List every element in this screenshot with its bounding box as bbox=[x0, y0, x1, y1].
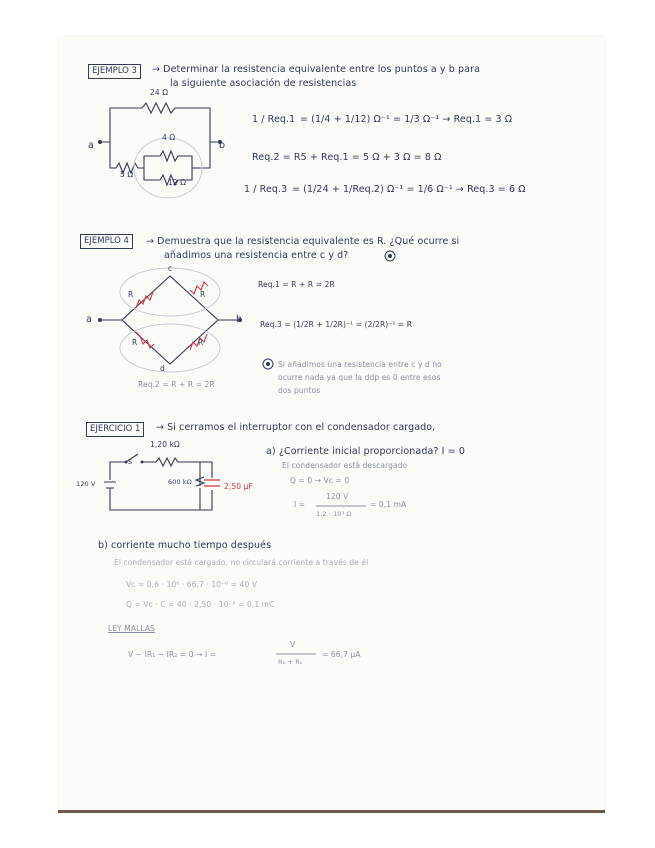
ejercicio1-r1-label: 1,20 kΩ bbox=[150, 440, 180, 449]
question-b-line2: Vc = 0,6 · 10⁶ · 66,7 · 10⁻⁶ = 40 V bbox=[126, 580, 258, 589]
question-a-result: = 0,1 mA bbox=[370, 500, 407, 509]
question-b-title: b) corriente mucho tiempo después bbox=[98, 540, 272, 551]
ejercicio1-voltage-label: 120 V bbox=[76, 480, 96, 488]
ejemplo4-r-label: R bbox=[128, 290, 134, 299]
ejemplo4-note-line1: Si añadimos una resistencia entre c y d no bbox=[278, 360, 442, 369]
question-a-line1: El condensador está descargado bbox=[282, 461, 408, 470]
ejemplo4-eq3: Req.3 = (1/2R + 1/2R)⁻¹ = (2/2R)⁻¹ = R bbox=[260, 320, 413, 329]
ejemplo4-eq2: Req.2 = R + R = 2R bbox=[138, 380, 215, 389]
fraction-bar bbox=[276, 653, 316, 655]
ejemplo4-r-label: R bbox=[132, 338, 138, 347]
ejercicio1-label: EJERCICIO 1 bbox=[86, 422, 144, 437]
ejemplo3-node-b: b bbox=[219, 140, 226, 151]
ejemplo4-node-b: b bbox=[236, 314, 243, 325]
fraction-bar bbox=[316, 505, 366, 507]
question-a-title: a) ¿Corriente inicial proporcionada? I = 0 bbox=[266, 446, 465, 457]
circled-dot-icon bbox=[262, 358, 274, 370]
mallas-numerator: V bbox=[290, 640, 296, 649]
mallas-equation: V − IR₁ − IR₂ = 0 → I = bbox=[128, 650, 217, 659]
ejercicio1-statement: → Si cerramos el interruptor con el condensador cargado, bbox=[156, 422, 436, 433]
ejemplo4-statement-line2: añadimos una resistencia entre c y d? bbox=[164, 250, 349, 261]
ejemplo3-eq1-left: 1 / Req.1 bbox=[252, 114, 296, 125]
ejemplo4-statement-line1: → Demuestra que la resistencia equivalente es R. ¿Qué ocurre si bbox=[146, 236, 460, 247]
question-a-line2: Q = 0 → Vc = 0 bbox=[290, 476, 350, 485]
circled-dot-icon bbox=[384, 250, 396, 262]
ejemplo3-eq1-right: = (1/4 + 1/12) Ω⁻¹ = 1/3 Ω⁻¹ → Req.1 = 3 Ω bbox=[300, 114, 513, 125]
ejemplo4-label: EJEMPLO 4 bbox=[80, 234, 133, 249]
ejemplo3-r5-label: 5 Ω bbox=[120, 170, 134, 179]
ejemplo3-eq3-right: = (1/24 + 1/Req.2) Ω⁻¹ = 1/6 Ω⁻¹ → Req.3 = 6 Ω bbox=[292, 184, 526, 195]
ejemplo3-statement-line1: → Determinar la resistencia equivalente entre los puntos a y b para bbox=[152, 64, 481, 75]
ejemplo4-note-line3: dos puntos bbox=[278, 386, 321, 395]
ejemplo4-note-line2: ocurre nada ya que la ddp es 0 entre esos bbox=[278, 373, 441, 382]
ejemplo3-circuit bbox=[82, 90, 232, 200]
ejemplo3-r4-label: 4 Ω bbox=[162, 133, 176, 142]
ejemplo3-node-a: a bbox=[88, 140, 94, 151]
ejemplo4-eq1: Req.1 = R + R = 2R bbox=[258, 280, 335, 289]
question-b-line1: El condensador está cargado, no circulará corriente a través de él bbox=[114, 558, 369, 567]
ejemplo4-node-c: c bbox=[168, 264, 173, 273]
ejemplo4-bridge-circuit bbox=[92, 266, 252, 376]
ejemplo4-r-label: R bbox=[200, 290, 206, 299]
ejemplo3-eq2: Req.2 = R5 + Req.1 = 5 Ω + 3 Ω = 8 Ω bbox=[252, 152, 442, 163]
ejemplo4-r-label: R bbox=[198, 338, 204, 347]
ejemplo4-node-d: d bbox=[160, 364, 165, 373]
question-a-denominator: 1,2 · 10³ Ω bbox=[316, 510, 352, 518]
ejemplo3-r12-label: 12 Ω bbox=[168, 178, 187, 187]
ejercicio1-r2-label: 600 kΩ bbox=[168, 478, 192, 486]
question-b-line3: Q = Vc · C = 40 · 2,50 · 10⁻⁶ = 0,1 mC bbox=[126, 600, 275, 609]
ejemplo3-r24-label: 24 Ω bbox=[150, 88, 169, 97]
question-a-i-label: I = bbox=[294, 500, 306, 509]
mallas-denominator: R₁ + R₂ bbox=[278, 658, 303, 666]
question-a-numerator: 120 V bbox=[326, 492, 349, 501]
ley-mallas-heading: LEY MALLAS bbox=[108, 624, 155, 633]
ejemplo3-label: EJEMPLO 3 bbox=[88, 64, 141, 79]
ejemplo3-statement-line2: la siguiente asociación de resistencias bbox=[170, 78, 357, 89]
ejercicio1-capacitor-label: 2,50 μF bbox=[224, 482, 253, 491]
ejemplo4-node-a: a bbox=[86, 314, 92, 325]
mallas-result: = 66,7 μA bbox=[322, 650, 361, 659]
ejemplo3-eq3-left: 1 / Req.3 bbox=[244, 184, 288, 195]
ejercicio1-switch-label: S bbox=[128, 458, 133, 466]
